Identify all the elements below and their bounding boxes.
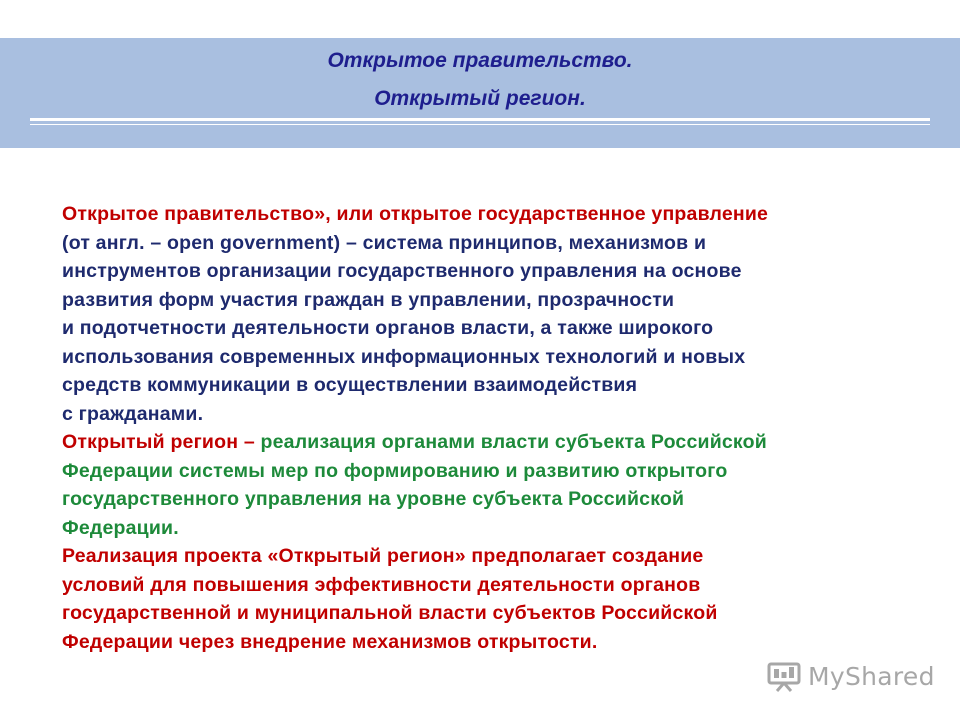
- open-government-term: Открытое правительство», или открытое государственное управление: [62, 203, 769, 225]
- open-region-dash: –: [238, 431, 261, 453]
- project-line: государственной и муниципальной власти субъектов Российской: [62, 602, 718, 624]
- slide-title-line1: Открытое правительство.: [327, 49, 633, 72]
- open-region-line: государственного управления на уровне субъекта Российской: [62, 488, 685, 510]
- projector-screen-icon: [766, 658, 802, 694]
- project-line: Федерации через внедрение механизмов открытости.: [62, 630, 598, 653]
- open-region-definition-start: реализация органами власти субъекта Российской: [260, 431, 767, 453]
- header-divider-thin: [30, 124, 930, 125]
- definition-line: инструментов организации государственного управления на основе: [62, 260, 742, 282]
- slide-body: [62, 200, 937, 656]
- definition-line: с гражданами.: [62, 402, 204, 425]
- slide-title-line2: Открытый регион.: [374, 87, 586, 110]
- watermark-text: MyShared: [808, 661, 935, 691]
- definition-line: развития форм участия граждан в управлении, прозрачности: [62, 288, 675, 311]
- project-line: условий для повышения эффективности деятельности органов: [62, 573, 701, 596]
- open-region-term: Открытый регион: [62, 431, 239, 453]
- header-divider-thick: [30, 118, 930, 121]
- myshared-watermark: [766, 656, 935, 696]
- open-region-line: Федерации системы мер по формированию и развитию открытого: [62, 459, 728, 482]
- definition-line: использования современных информационных технологий и новых: [62, 345, 746, 368]
- open-region-line: Федерации.: [62, 516, 179, 539]
- definition-line: и подотчетности деятельности органов власти, а также широкого: [62, 317, 714, 339]
- project-line: Реализация проекта «Открытый регион» предполагает создание: [62, 545, 704, 567]
- definition-line: средств коммуникации в осуществлении взаимодействия: [62, 374, 638, 396]
- open-region-first-line: [62, 428, 937, 457]
- definition-line: (от англ. – open government) – система принципов, механизмов и: [62, 231, 707, 254]
